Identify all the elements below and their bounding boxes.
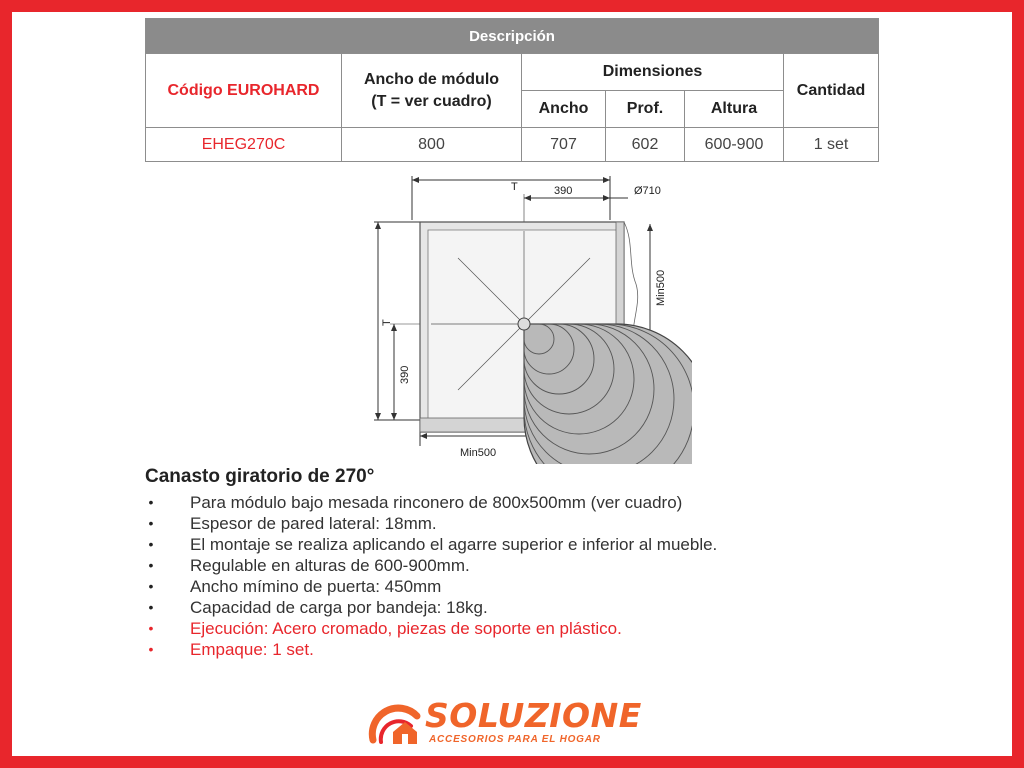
brand-name: SOLUZIONE <box>425 696 642 735</box>
bullet-icon: • <box>148 515 154 531</box>
label-right-min500: Min500 <box>655 269 667 306</box>
label-top-t: T <box>511 181 518 193</box>
list-item <box>145 597 717 618</box>
page-frame <box>12 12 1012 756</box>
depth-header: Prof. <box>606 91 685 128</box>
feature-text: Ancho mímino de puerta: 450mm <box>190 577 442 596</box>
quantity-header: Cantidad <box>784 54 879 128</box>
technical-drawing <box>372 174 692 464</box>
bottom-side-wall <box>420 418 534 432</box>
dimensions-header: Dimensiones <box>522 54 784 91</box>
list-item <box>145 555 717 576</box>
feature-text: Empaque: 1 set. <box>190 640 314 659</box>
row-quantity: 1 set <box>784 128 879 162</box>
list-item <box>145 576 717 597</box>
module-width-header-line2: (T = ver cuadro) <box>371 92 492 110</box>
table-row <box>146 128 879 162</box>
feature-text: Capacidad de carga por bandeja: 18kg. <box>190 598 488 617</box>
row-width: 707 <box>522 128 606 162</box>
list-item <box>145 513 717 534</box>
width-header: Ancho <box>522 91 606 128</box>
code-header: Código EUROHARD <box>146 54 342 128</box>
bullet-icon: • <box>148 536 154 552</box>
module-width-header-line1: Ancho de módulo <box>363 70 500 88</box>
product-title: Canasto giratorio de 270° <box>145 466 375 487</box>
row-height: 600-900 <box>685 128 784 162</box>
bullet-icon: • <box>148 578 154 594</box>
brand-logo <box>367 696 667 748</box>
height-header: Altura <box>685 91 784 128</box>
brand-tagline: ACCESORIOS PARA EL HOGAR <box>429 734 601 745</box>
feature-text: Regulable en alturas de 600-900mm. <box>190 556 470 575</box>
row-module-width: 800 <box>342 128 522 162</box>
bullet-icon: • <box>148 557 154 573</box>
bullet-icon: • <box>148 641 154 657</box>
feature-text: Para módulo bajo mesada rinconero de 800x500mm (ver cuadro) <box>190 493 683 512</box>
list-item <box>145 534 717 555</box>
house-logo-icon <box>367 696 427 748</box>
description-header: Descripción <box>146 19 879 54</box>
label-left-t: T <box>381 319 393 326</box>
feature-list <box>145 492 717 660</box>
label-left-390: 390 <box>399 365 411 384</box>
bullet-icon: • <box>148 620 154 636</box>
row-depth: 602 <box>606 128 685 162</box>
feature-text: Ejecución: Acero cromado, piezas de soporte en plástico. <box>190 619 622 638</box>
row-code: EHEG270C <box>146 128 342 162</box>
feature-text: El montaje se realiza aplicando el agarre superior e inferior al mueble. <box>190 535 718 554</box>
feature-text: Espesor de pared lateral: 18mm. <box>190 514 437 533</box>
label-top-390: 390 <box>554 185 573 197</box>
module-width-header <box>342 54 522 128</box>
label-diameter: Ø710 <box>634 185 661 197</box>
bullet-icon: • <box>148 599 154 615</box>
label-bottom-min500: Min500 <box>460 447 497 459</box>
spec-table <box>145 18 879 162</box>
list-item <box>145 618 717 639</box>
list-item <box>145 492 717 513</box>
list-item <box>145 639 717 660</box>
bullet-icon: • <box>148 494 154 510</box>
